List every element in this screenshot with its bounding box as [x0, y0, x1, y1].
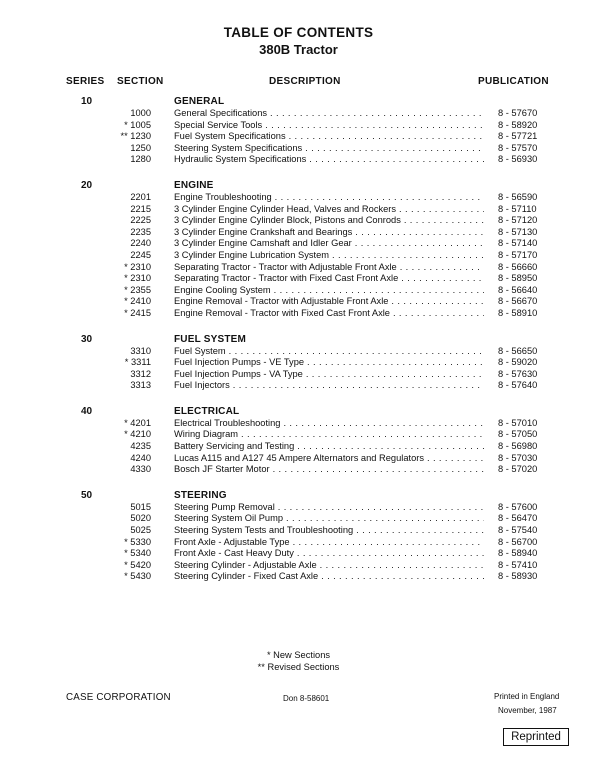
- page-title: TABLE OF CONTENTS: [223, 25, 374, 40]
- section-number: * 4201: [124, 417, 151, 428]
- publication-number: 8 - 58940: [498, 548, 538, 559]
- section-number: 2235: [130, 226, 151, 237]
- section-number: * 5420: [124, 559, 151, 570]
- section-number: * 2310: [124, 261, 151, 272]
- section-description: Steering System Specifications . . .: [174, 143, 484, 155]
- publication-number: 8 - 57010: [498, 417, 538, 428]
- series-heading-row: [0, 96, 597, 108]
- section-number: 1000: [130, 108, 151, 118]
- publication-number: 8 - 57050: [498, 429, 538, 440]
- section-number: 3312: [130, 368, 151, 379]
- toc-row: [0, 525, 597, 537]
- section-number: * 4210: [124, 429, 151, 440]
- section-number: ** 1230: [120, 131, 151, 142]
- section-description: Fuel System . . .: [174, 346, 484, 358]
- toc-row: [0, 250, 597, 262]
- section-description: Electrical Troubleshooting . . .: [174, 418, 484, 430]
- series-group: [0, 96, 597, 166]
- toc-row: [0, 215, 597, 227]
- section-number: 2225: [130, 215, 151, 226]
- section-description: Steering System Tests and Troubleshooting . . .: [174, 525, 484, 537]
- series-group: [0, 490, 597, 583]
- publication-number: 8 - 59020: [498, 357, 538, 368]
- contents-table: [0, 96, 597, 597]
- toc-row: [0, 308, 597, 320]
- section-number: * 3311: [124, 357, 151, 368]
- section-description: Fuel Injection Pumps - VE Type . . .: [174, 357, 484, 369]
- series-group: [0, 334, 597, 392]
- toc-row: [0, 464, 597, 476]
- column-header-description: DESCRIPTION: [269, 76, 341, 87]
- section-number: 2215: [130, 203, 151, 214]
- section-number: 3313: [130, 380, 151, 391]
- section-description: Separating Tractor - Tractor with Fixed Cast Front Axle . . .: [174, 273, 484, 285]
- section-number: 4330: [130, 464, 151, 475]
- section-number: 2245: [130, 249, 151, 260]
- section-number: 5015: [130, 501, 151, 512]
- toc-row: [0, 262, 597, 274]
- section-description: Separating Tractor - Tractor with Adjustable Front Axle . . .: [174, 262, 484, 274]
- publication-number: 8 - 57540: [498, 525, 538, 536]
- toc-row: [0, 357, 597, 369]
- section-description: Engine Removal - Tractor with Fixed Cast Front Axle . . .: [174, 308, 484, 320]
- section-description: Engine Troubleshooting . . .: [174, 192, 484, 204]
- publication-number: 8 - 57120: [498, 215, 538, 226]
- toc-row: [0, 571, 597, 583]
- section-description: Wiring Diagram . . .: [174, 429, 484, 441]
- section-description: 3 Cylinder Engine Camshaft and Idler Gear . . .: [174, 238, 484, 250]
- toc-row: [0, 204, 597, 216]
- toc-row: [0, 238, 597, 250]
- section-description: Battery Servicing and Testing . . .: [174, 441, 484, 453]
- section-description: 3 Cylinder Engine Lubrication System . . .: [174, 250, 484, 262]
- toc-row: [0, 120, 597, 132]
- section-number: * 5340: [124, 548, 151, 559]
- section-description: 3 Cylinder Engine Crankshaft and Bearings . . .: [174, 227, 484, 239]
- section-number: * 1005: [124, 119, 151, 130]
- section-description: Engine Cooling System . . .: [174, 285, 484, 297]
- publication-number: 8 - 57410: [498, 559, 538, 570]
- page-subtitle: 380B Tractor: [259, 42, 338, 57]
- toc-row: [0, 418, 597, 430]
- publication-number: 8 - 57130: [498, 226, 538, 237]
- series-group: [0, 180, 597, 320]
- section-number: 4235: [130, 441, 151, 452]
- column-header-section: SECTION: [117, 76, 164, 87]
- section-description: Fuel Injection Pumps - VA Type . . .: [174, 369, 484, 381]
- publication-number: 8 - 56470: [498, 513, 538, 524]
- toc-row: [0, 453, 597, 465]
- toc-row: [0, 537, 597, 549]
- series-number: 30: [81, 333, 93, 345]
- section-number: 1250: [130, 142, 151, 153]
- toc-row: [0, 192, 597, 204]
- section-description: Fuel System Specifications . . .: [174, 131, 484, 143]
- publication-number: 8 - 57670: [498, 108, 538, 118]
- publication-number: 8 - 56930: [498, 154, 538, 165]
- series-heading-row: [0, 334, 597, 346]
- toc-row: [0, 273, 597, 285]
- section-description: Bosch JF Starter Motor . . .: [174, 464, 484, 476]
- series-name: ENGINE: [174, 179, 214, 191]
- note-new-sections: * New Sections: [266, 650, 331, 660]
- publication-number: 8 - 58950: [498, 273, 538, 284]
- company-name: CASE CORPORATION: [66, 692, 171, 703]
- section-description: 3 Cylinder Engine Cylinder Block, Pistons and Conrods . . .: [174, 215, 484, 227]
- publication-number: 8 - 57640: [498, 380, 538, 391]
- print-date: November, 1987: [498, 706, 557, 715]
- publication-number: 8 - 58920: [498, 119, 538, 130]
- toc-row: [0, 108, 597, 120]
- publication-number: 8 - 57570: [498, 142, 538, 153]
- series-number: 10: [81, 96, 93, 107]
- publication-number: 8 - 57630: [498, 368, 538, 379]
- toc-row: [0, 502, 597, 514]
- toc-row: [0, 548, 597, 560]
- publication-number: 8 - 57140: [498, 238, 538, 249]
- publication-number: 8 - 56590: [498, 191, 538, 202]
- toc-row: [0, 285, 597, 297]
- printed-in: Printed in England: [494, 692, 560, 701]
- section-number: * 2355: [124, 284, 151, 295]
- toc-row: [0, 560, 597, 572]
- publication-number: 8 - 57721: [498, 131, 538, 142]
- reprinted-stamp: Reprinted: [503, 728, 569, 746]
- series-heading-row: [0, 490, 597, 502]
- section-description: Front Axle - Adjustable Type . . .: [174, 537, 484, 549]
- publication-number: 8 - 56640: [498, 284, 538, 295]
- series-number: 40: [81, 405, 93, 417]
- section-number: * 5430: [124, 571, 151, 582]
- section-number: 5020: [130, 513, 151, 524]
- toc-row: [0, 227, 597, 239]
- publication-number: 8 - 56650: [498, 345, 538, 356]
- publication-number: 8 - 58910: [498, 307, 538, 318]
- publication-number: 8 - 56980: [498, 441, 538, 452]
- publication-number: 8 - 57600: [498, 501, 538, 512]
- toc-row: [0, 296, 597, 308]
- section-number: * 2415: [124, 307, 151, 318]
- toc-row: [0, 441, 597, 453]
- series-name: ELECTRICAL: [174, 405, 240, 417]
- series-heading-row: [0, 406, 597, 418]
- section-description: Steering Cylinder - Adjustable Axle . . .: [174, 560, 484, 572]
- column-header-publication: PUBLICATION: [478, 76, 549, 87]
- section-number: * 5330: [124, 536, 151, 547]
- publication-number: 8 - 56700: [498, 536, 538, 547]
- section-description: Hydraulic System Specifications . . .: [174, 154, 484, 166]
- toc-row: [0, 154, 597, 166]
- series-group: [0, 406, 597, 476]
- section-description: 3 Cylinder Engine Cylinder Head, Valves and Rockers . . .: [174, 204, 484, 216]
- section-number: * 2310: [124, 273, 151, 284]
- column-header-series: SERIES: [66, 76, 105, 87]
- section-description: Lucas A115 and A127 45 Ampere Alternators and Regulators . . .: [174, 453, 484, 465]
- section-number: 1280: [130, 154, 151, 165]
- publication-number: 8 - 56660: [498, 261, 538, 272]
- publication-number: 8 - 57170: [498, 249, 538, 260]
- series-number: 50: [81, 489, 93, 501]
- series-name: STEERING: [174, 489, 227, 501]
- section-description: Steering System Oil Pump . . .: [174, 513, 484, 525]
- section-description: Steering Cylinder - Fixed Cast Axle . . .: [174, 571, 484, 583]
- toc-row: [0, 369, 597, 381]
- section-number: * 2410: [124, 296, 151, 307]
- series-heading-row: [0, 180, 597, 192]
- section-description: Special Service Tools . . .: [174, 120, 484, 132]
- section-description: Fuel Injectors . . .: [174, 380, 484, 392]
- section-number: 3310: [130, 345, 151, 356]
- series-name: FUEL SYSTEM: [174, 333, 247, 345]
- publication-number: 8 - 56670: [498, 296, 538, 307]
- section-number: 5025: [130, 525, 151, 536]
- series-name: GENERAL: [174, 96, 225, 107]
- toc-row: [0, 429, 597, 441]
- toc-row: [0, 131, 597, 143]
- toc-row: [0, 513, 597, 525]
- note-revised-sections: ** Revised Sections: [257, 662, 340, 672]
- series-number: 20: [81, 179, 93, 191]
- publication-number: 8 - 57030: [498, 452, 538, 463]
- publication-number: 8 - 57110: [498, 203, 537, 214]
- document-number: Don 8-58601: [283, 694, 330, 703]
- section-number: 2240: [130, 238, 151, 249]
- section-description: Front Axle - Cast Heavy Duty . . .: [174, 548, 484, 560]
- section-description: Engine Removal - Tractor with Adjustable Front Axle . . .: [174, 296, 484, 308]
- publication-number: 8 - 58930: [498, 571, 538, 582]
- publication-number: 8 - 57020: [498, 464, 538, 475]
- section-description: General Specifications . . .: [174, 108, 484, 120]
- section-number: 4240: [130, 452, 151, 463]
- toc-row: [0, 143, 597, 155]
- toc-row: [0, 346, 597, 358]
- toc-row: [0, 380, 597, 392]
- section-description: Steering Pump Removal . . .: [174, 502, 484, 514]
- section-number: 2201: [130, 191, 151, 202]
